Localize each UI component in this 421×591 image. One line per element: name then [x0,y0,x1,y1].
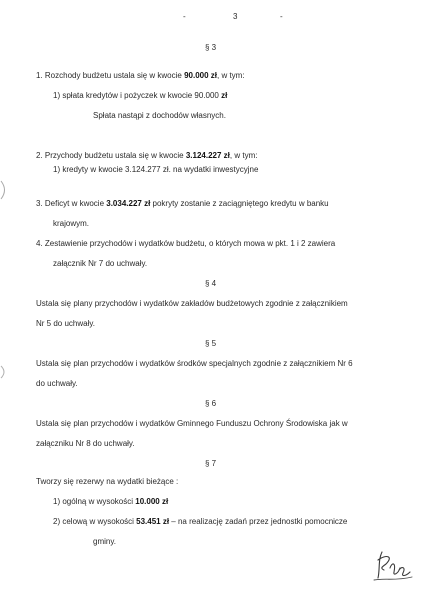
s6-line-2: załączniku Nr 8 do uchwały. [36,439,135,448]
s3-item-2 [36,151,257,161]
section-5-title: § 5 [204,339,217,348]
s3-item-1-sub-1-unit: zł [221,91,228,100]
s7-sub-2-amount: 53.451 zł [136,517,170,526]
s3-item-2-text: 2. Przychody budżetu ustala się w kwocie [36,151,186,160]
s5-line-1: Ustala się plan przychodów i wydatków środków specjalnych zgodnie z załącznikiem Nr 6 [36,359,353,368]
s7-sub-1-text: 1) ogólną w wysokości [53,497,136,506]
section-7-title: § 7 [204,459,217,468]
s3-item-3-amount: 3.034.227 zł [106,199,151,208]
s7-sub-2-text: 2) celową w wysokości [53,517,137,526]
section-6-title: § 6 [204,399,217,408]
s7-sub-1 [53,497,168,507]
s7-intro: Tworzy się rezerwy na wydatki bieżące : [36,477,179,486]
s3-item-2-sub-1: 1) kredyty w kwocie 3.124.277 zł. na wydatki inwestycyjne [53,165,259,174]
s6-line-1: Ustala się plan przychodów i wydatków Gminnego Funduszu Ochrony Środowiska jak w [36,419,348,428]
s4-line-2: Nr 5 do uchwały. [36,319,95,328]
punch-hole-mark-top [0,180,10,200]
s7-sub-1-amount: 10.000 zł [135,497,169,506]
s4-line-1: Ustala się plany przychodów i wydatków zakładów budżetowych zgodnie z załącznikiem [36,299,348,308]
s3-item-2-amount: 3.124.227 zł [185,151,230,160]
header-dash-right: - [280,12,283,21]
page-number: 3 [233,12,238,21]
s3-item-1-sub-1 [53,91,227,101]
s3-item-1-amount: 90.000 zł [184,71,217,80]
s3-item-1-note: Spłata nastąpi z dochodów własnych. [93,111,226,120]
s3-item-3 [36,199,329,209]
section-4-title: § 4 [204,279,217,288]
s3-item-4: 4. Zestawienie przychodów i wydatków budżetu, o których mowa w pkt. 1 i 2 zawiera [36,239,336,248]
s3-item-3-suffix: pokryty zostanie z zaciągniętego kredytu w banku [150,199,329,208]
s7-sub-2-cont: gminy. [93,537,116,546]
s3-item-1-suffix: , w tym: [217,71,245,80]
s7-sub-2 [53,517,347,527]
s3-item-3-cont: krajowym. [53,219,90,228]
s5-line-2: do uchwały. [36,379,78,388]
punch-hole-mark-bottom [0,365,10,379]
header-dash-left: - [183,12,186,21]
s3-item-3-text: 3. Deficyt w kwocie [36,199,107,208]
s3-item-1-text: 1. Rozchody budżetu ustala się w kwocie [36,71,185,80]
s7-sub-2-suffix: – na realizację zadań przez jednostki pomocnicze [169,517,348,526]
s3-item-2-suffix: , w tym: [229,151,258,160]
section-3-title: § 3 [204,43,217,52]
s3-item-4-cont: załącznik Nr 7 do uchwały. [53,259,148,268]
s3-item-1 [36,71,245,81]
s3-item-1-sub-1-text: 1) spłata kredytów i pożyczek w kwocie 90.000 [53,91,222,100]
signature-initials [372,548,414,584]
